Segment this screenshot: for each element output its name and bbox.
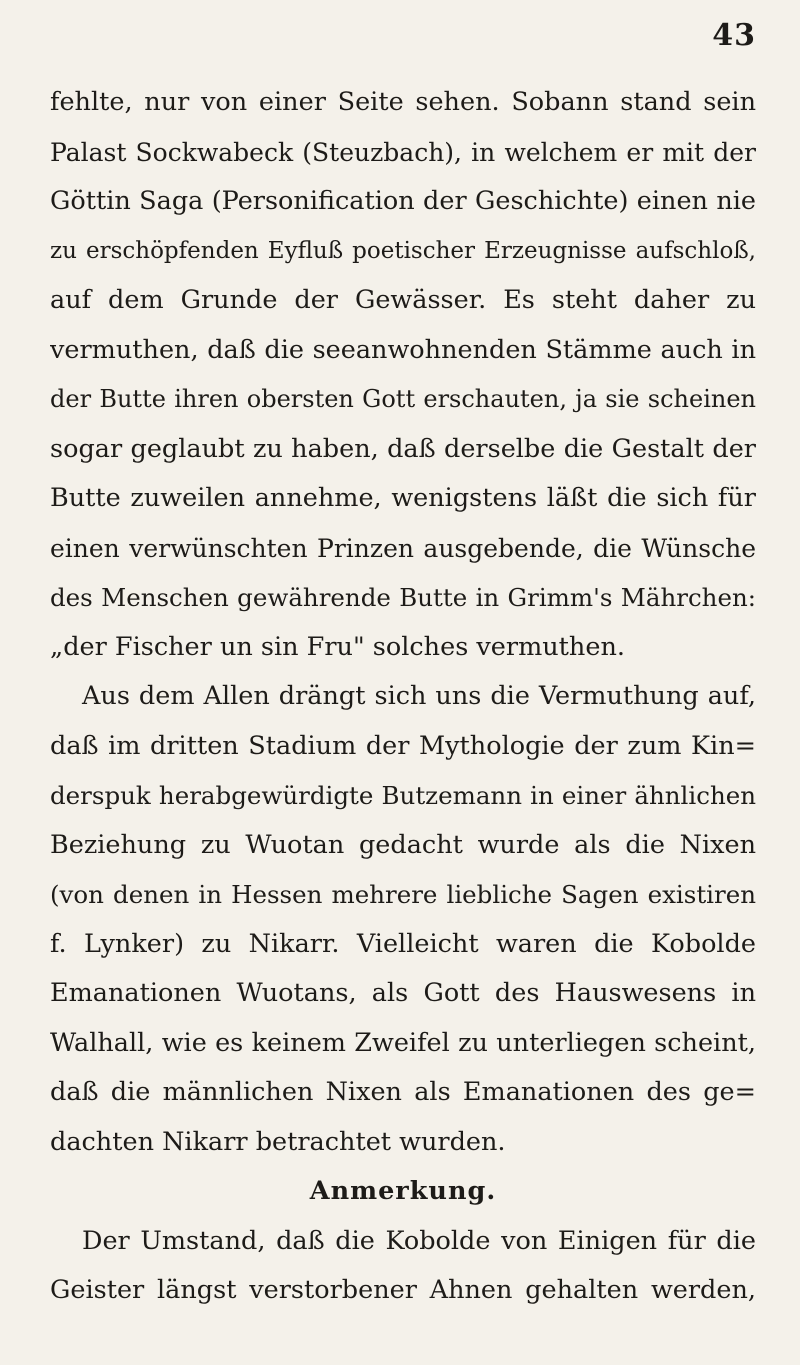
- text-line: des Menschen gewährende Butte in Grimm's Mährchen:: [50, 583, 756, 612]
- text-line: Butte zuweilen annehme, wenigstens läßt die sich für: [50, 483, 756, 513]
- text-line: vermuthen, daß die seeanwohnenden Stämme auch in: [50, 334, 756, 365]
- text-line: Beziehung zu Wuotan gedacht wurde als die Nixen: [50, 829, 756, 860]
- text-line: „der Fischer un sin Fru" solches vermuthen.: [50, 631, 625, 662]
- note-heading: Anmerkung.: [309, 1176, 497, 1206]
- note-line: Geister längst verstorbener Ahnen gehalten werden,: [50, 1275, 756, 1305]
- text-line: Göttin Saga (Personification der Geschichte) einen nie: [50, 186, 756, 216]
- text-line: dachten Nikarr betrachtet wurden.: [50, 1126, 506, 1157]
- body-text: [50, 78, 756, 1316]
- page-number: 43: [712, 18, 756, 53]
- text-line: fehlte, nur von einer Seite sehen. Sobann stand sein: [50, 87, 756, 117]
- text-line: f. Lynker) zu Nikarr. Vielleicht waren die Kobolde: [50, 928, 756, 959]
- text-line: (von denen in Hessen mehrere liebliche Sagen existiren: [50, 880, 756, 909]
- text-line: daß die männlichen Nixen als Emanationen des ge=: [50, 1077, 756, 1107]
- text-line: Emanationen Wuotans, als Gott des Hauswesens in: [50, 978, 756, 1008]
- text-line: Walhall, wie es keinem Zweifel zu unterliegen scheint,: [50, 1027, 756, 1058]
- text-line: der Butte ihren obersten Gott erschauten, ja sie scheinen: [50, 385, 756, 413]
- note-line: Der Umstand, daß die Kobolde von Einigen für die: [82, 1225, 756, 1256]
- text-line: Palast Sockwabeck (Steuzbach), in welchem er mit der: [50, 137, 756, 167]
- text-line: Aus dem Allen drängt sich uns die Vermuthung auf,: [82, 681, 756, 711]
- text-line: sogar geglaubt zu haben, daß derselbe die Gestalt der: [50, 433, 756, 464]
- text-line: zu erschöpfenden Eyfluß poetischer Erzeugnisse aufschloß,: [50, 237, 756, 264]
- text-line: derspuk herabgewürdigte Butzemann in einer ähnlichen: [50, 781, 756, 810]
- text-line: einen verwünschten Prinzen ausgebende, die Wünsche: [50, 533, 756, 563]
- text-line: auf dem Grunde der Gewässer. Es steht daher zu: [50, 285, 756, 315]
- text-line: daß im dritten Stadium der Mythologie der zum Kin=: [50, 730, 756, 761]
